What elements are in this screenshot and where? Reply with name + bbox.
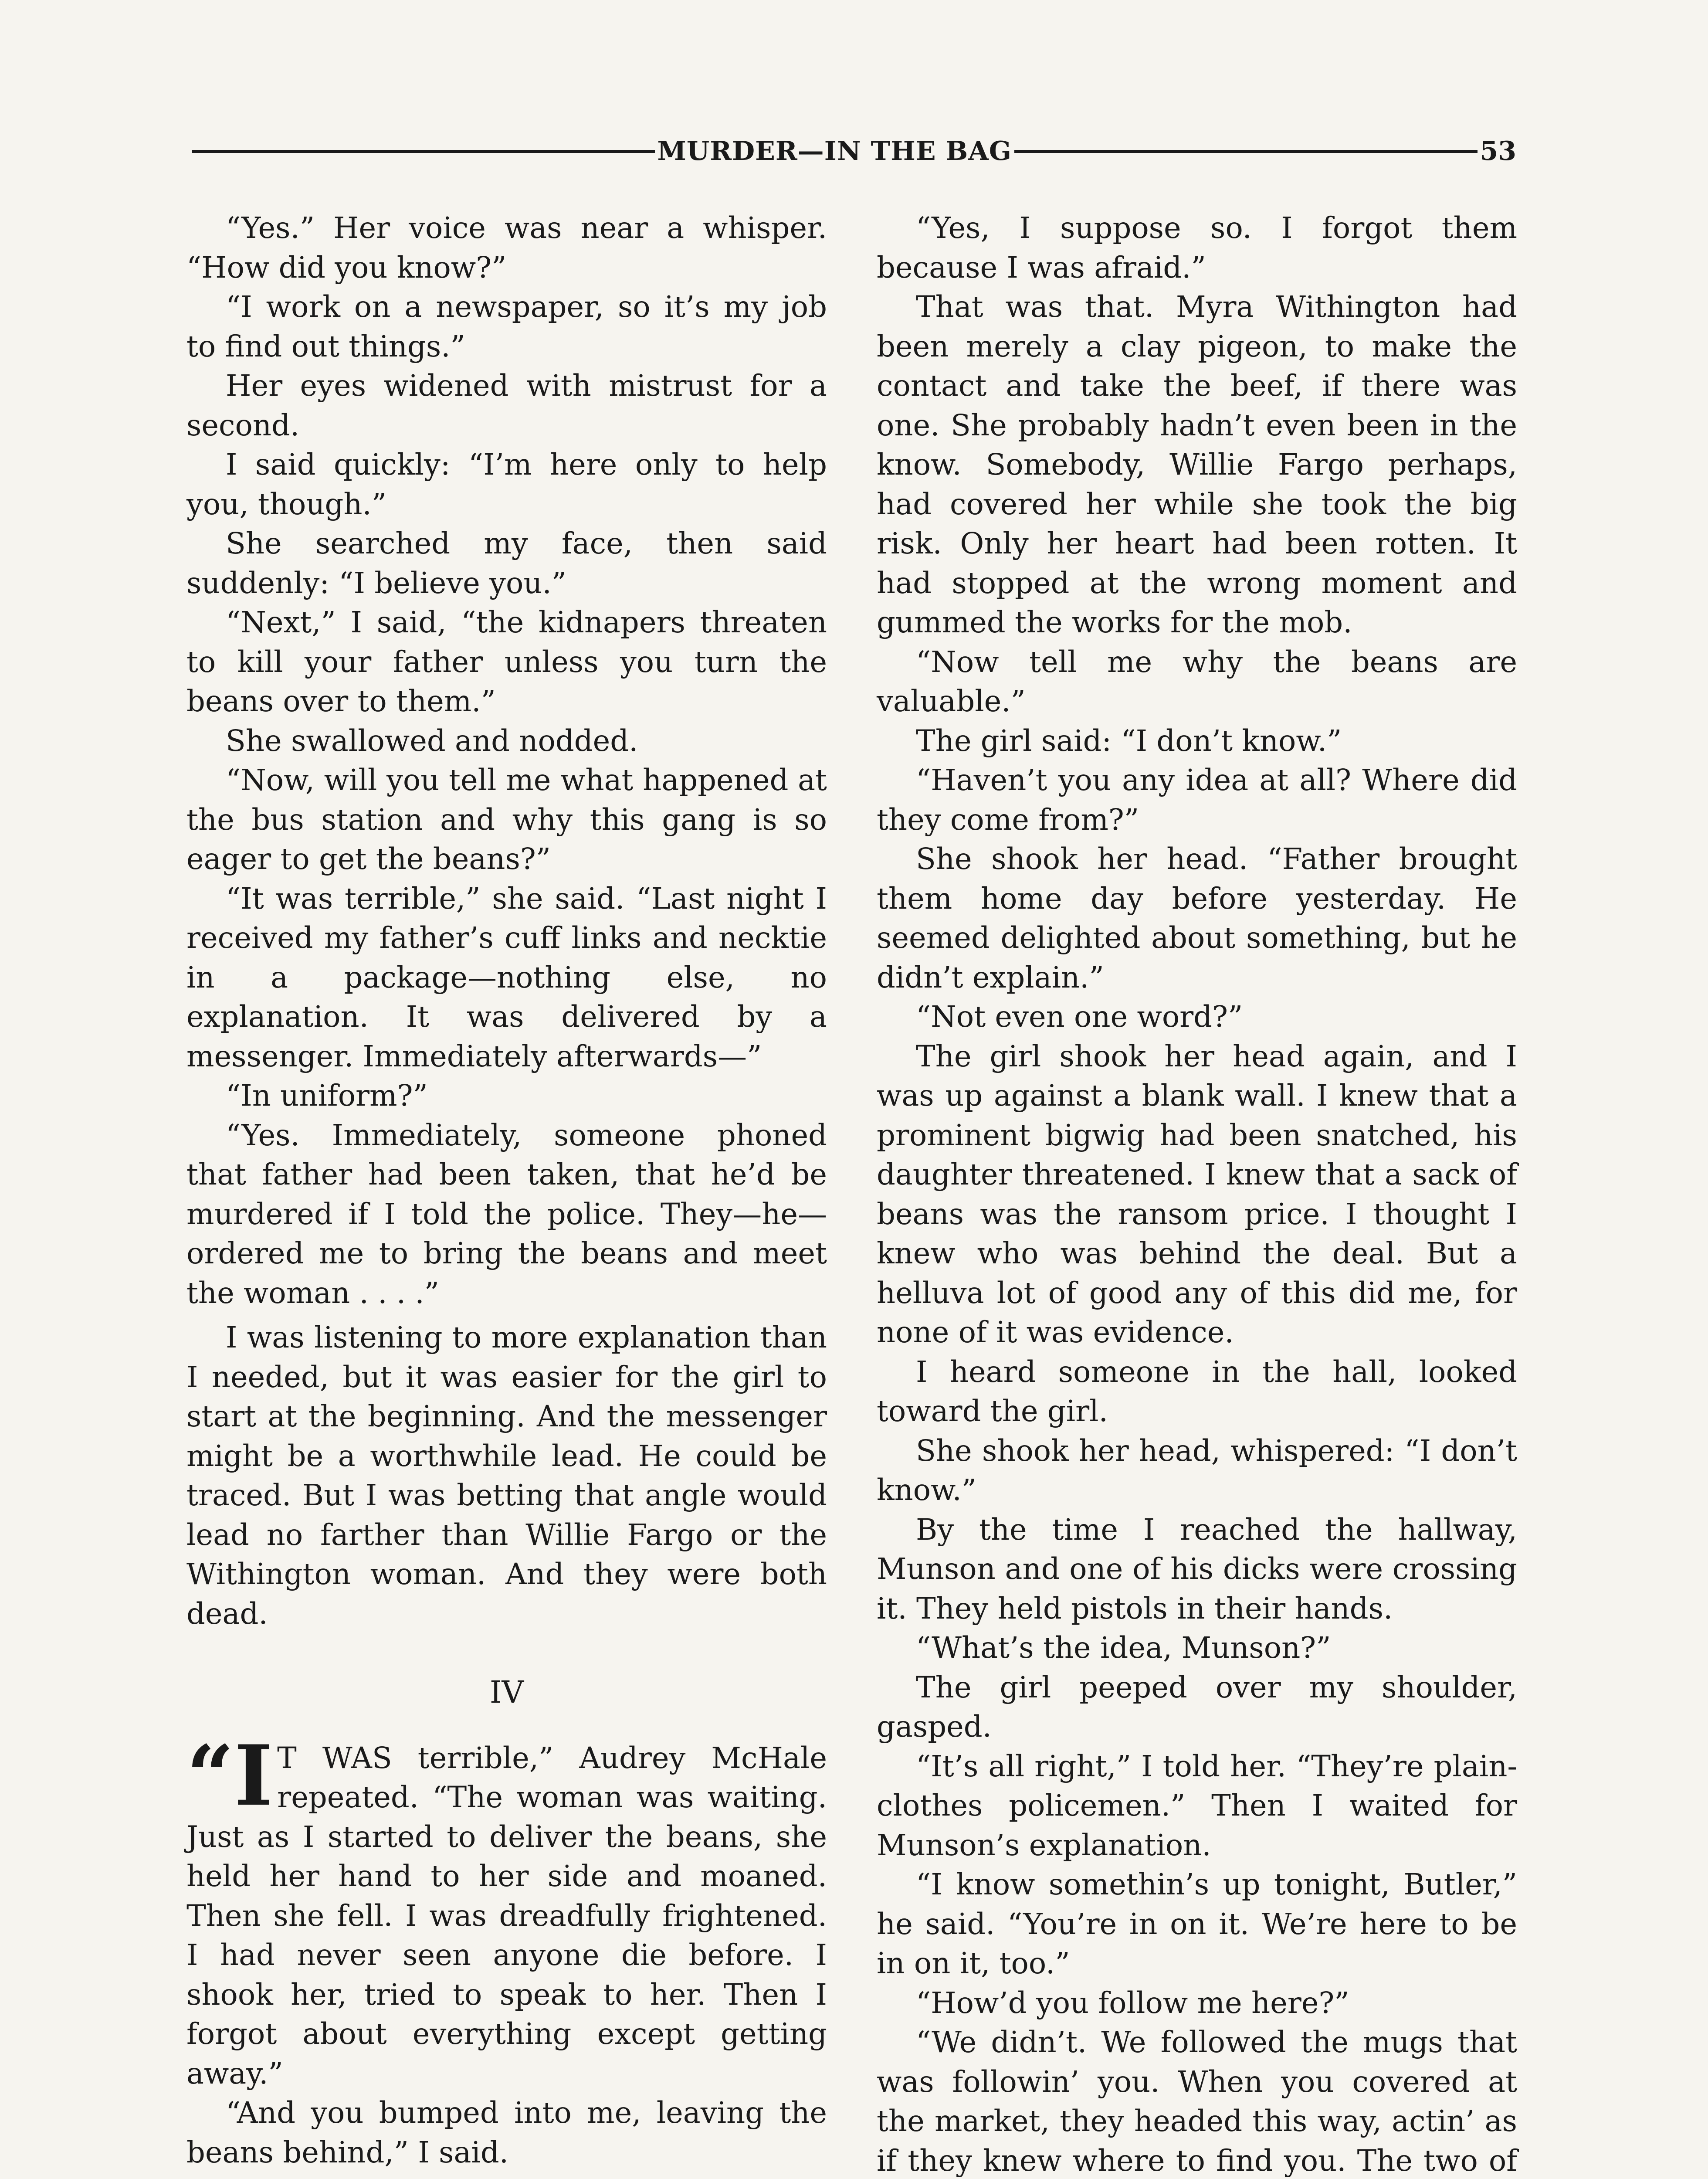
paragraph: By the time I reached the hallway, Munson and one of his dicks were crossing it. They held pistols in their hands. xyxy=(877,1512,1517,1626)
paragraph: I heard someone in the hall, looked toward the girl. xyxy=(877,1354,1517,1428)
right-column xyxy=(877,208,1517,2179)
paragraph: “And you bumped into me, leaving the beans behind,” I said. xyxy=(186,2096,827,2169)
paragraph: She shook her head, whispered: “I don’t know.” xyxy=(877,1433,1517,1507)
running-title: MURDER—IN THE BAG xyxy=(657,136,1012,166)
paragraph: “Yes, I suppose so. I forgot them because I was afraid.” xyxy=(877,211,1517,285)
paragraph: “Now tell me why the beans are valuable.” xyxy=(877,645,1517,718)
drop-cap: “I xyxy=(186,1727,273,1824)
paragraph: “Yes.” Her voice was near a whisper. “How did you know?” xyxy=(186,211,827,285)
paragraph: The girl peeped over my shoulder, gasped. xyxy=(877,1670,1517,1744)
paragraph: The girl said: “I don’t know.” xyxy=(916,723,1342,758)
paragraph: The girl shook her head again, and I was up against a blank wall. I knew that a prominent bigwig had been snatched, his daughter threatened. I knew that a sack of beans was the ransom price. I thought I knew who was behind the deal. But a helluva lot of good any of this did me, for none of it was evidence. xyxy=(877,1039,1517,1349)
paragraph: She searched my face, then said suddenly: “I believe you.” xyxy=(186,526,827,600)
header-rule-left xyxy=(192,150,655,153)
paragraph: “Not even one word?” xyxy=(916,1000,1243,1034)
chapter-opening-text: T WAS terrible,” Audrey McHale repeated. “The woman was waiting. Just as I started to deliver the beans, she held her hand to her side and moaned. Then she fell. I was dreadfully frightened. I had never seen anyone die before. I shook her, tried to speak to her. Then I forgot about everything except getting away.” xyxy=(186,1741,827,2091)
paragraph: That was that. Myra Withington had been merely a clay pigeon, to make the contact and take the beef, if there was one. She probably hadn’t even been in the know. Somebody, Willie Fargo perhaps, had covered her while she took the big risk. Only her heart had been rotten. It had stopped at the wrong moment and gummed the works for the mob. xyxy=(877,290,1517,639)
page-number: 53 xyxy=(1480,136,1516,166)
paragraph: “What’s the idea, Munson?” xyxy=(916,1631,1331,1665)
paragraph: “Yes. Immediately, someone phoned that father had been taken, that he’d be murdered if I told the police. They—he—ordered me to bring the beans and meet the woman . . . .” xyxy=(186,1118,827,1310)
left-column xyxy=(186,208,827,2172)
paragraph: She swallowed and nodded. xyxy=(226,723,638,758)
running-header xyxy=(192,127,1516,175)
paragraph: I said quickly: “I’m here only to help you, though.” xyxy=(186,448,827,521)
chapter-number: IV xyxy=(489,1674,524,1710)
paragraph: Her eyes widened with mistrust for a second. xyxy=(186,369,827,442)
paragraph: “I know somethin’s up tonight, Butler,” he said. “You’re in on it. We’re here to be in on it, too.” xyxy=(877,1867,1517,1980)
paragraph: “It was terrible,” she said. “Last night I received my father’s cuff links and necktie in a package—nothing else, no explanation. It was delivered by a messenger. Immediately afterwards—” xyxy=(186,881,827,1073)
paragraph: “Now, will you tell me what happened at the bus station and why this gang is so eager to get the beans?” xyxy=(186,763,827,876)
chapter-opening-paragraph xyxy=(186,1727,827,2094)
header-rule-right xyxy=(1014,150,1478,153)
paragraph: “Next,” I said, “the kidnapers threaten to kill your father unless you turn the beans over to them.” xyxy=(186,605,827,718)
paragraph: She shook her head. “Father brought them home day before yesterday. He seemed delighted about something, but he didn’t explain.” xyxy=(877,842,1517,994)
paragraph: “I work on a newspaper, so it’s my job to find out things.” xyxy=(186,290,827,363)
paragraph: “How’d you follow me here?” xyxy=(916,1986,1349,2020)
paragraph: “Haven’t you any idea at all? Where did they come from?” xyxy=(877,763,1517,837)
paragraph: “In uniform?” xyxy=(226,1079,428,1113)
paragraph: “It’s all right,” I told her. “They’re plain-clothes policemen.” Then I waited for Munson’s explanation. xyxy=(877,1749,1517,1862)
paragraph: I was listening to more explanation than I needed, but it was easier for the girl to start at the beginning. And the messenger might be a worthwhile lead. He could be traced. But I was betting that angle would lead no farther than Willie Fargo or the Withington woman. And they were both dead. xyxy=(186,1320,827,1631)
paragraph: “We didn’t. We followed the mugs that was followin’ you. When you covered at the market, they headed this way, actin’ as if they knew where to find you. The two of xyxy=(877,2025,1517,2178)
